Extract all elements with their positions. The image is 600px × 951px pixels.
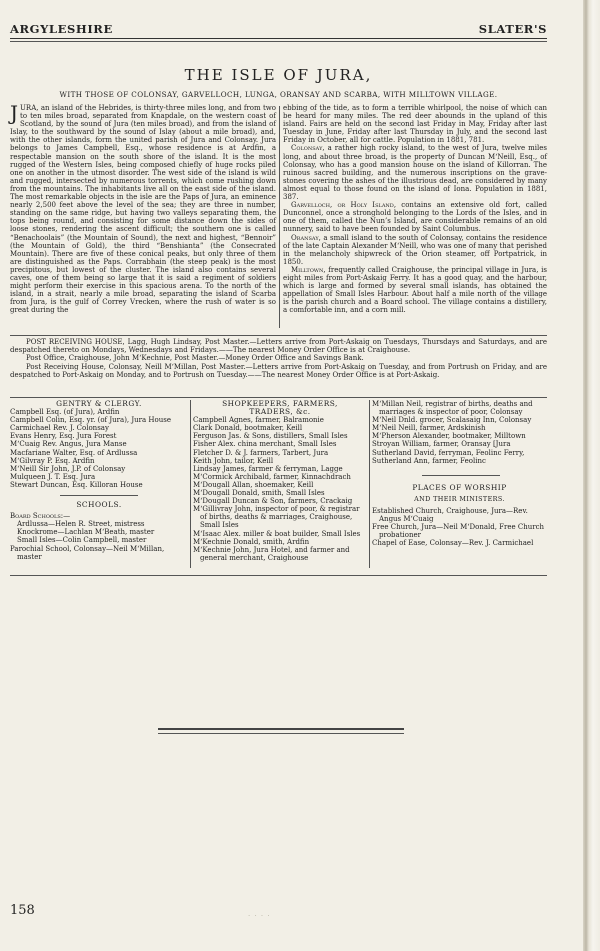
list-item: Chapel of Ease, Colonsay—Rev. J. Carmichael bbox=[372, 539, 534, 548]
list-item: Macfariane Walter, Esq. of Ardlussa bbox=[10, 448, 138, 457]
section-rule bbox=[10, 335, 547, 336]
residents-column bbox=[372, 400, 547, 547]
list-item: M‘Neill Sir John, J.P. of Colonsay bbox=[10, 464, 126, 473]
bleed-through-mark: · · · · bbox=[248, 912, 271, 920]
running-header bbox=[10, 22, 547, 36]
list-item: M‘Cuaig Rev. Angus, Jura Manse bbox=[10, 440, 127, 449]
list-item: Established Church, Craighouse, Jura—Rev. Angus M‘Cuaig bbox=[372, 506, 528, 524]
list-item: Ferguson Jas. & Sons, distillers, Small Isles bbox=[193, 432, 348, 441]
intro-paragraph: Garvelloch, or Holy Island, contains an extensive old fort, called Dunconnel, once a stronghold belonging to the Lords of the Isles, and in one of them, called the Nun’s Island, are considerable remains of an old nunnery, said to have been founded by Saint Columbus. bbox=[283, 201, 547, 234]
list-item: Stewart Duncan, Esq. Killoran House bbox=[10, 480, 143, 489]
list-item: Clark Donald, bootmaker, Keill bbox=[193, 424, 303, 433]
post-notice: POST RECEIVING HOUSE, Lagg, Hugh Lindsay, Post Master.—Letters arrive from Port-Askaig on Tuesdays, Thursdays and Saturdays, and are despatched thereto on Mondays, Wednesdays and Fridays.——The nearest Money Order Office is at Craighouse. bbox=[10, 338, 547, 355]
list-item: M‘Dougall Allan, shoemaker, Keill bbox=[193, 480, 314, 489]
list-item: Keith John, tailor, Keill bbox=[193, 456, 274, 465]
list-column-divider bbox=[369, 400, 370, 568]
worship-heading: PLACES OF WORSHIP bbox=[412, 482, 507, 492]
post-notice: Post Office, Craighouse, John M‘Kechnie, Post Master.—Money Order Office and Savings Bank. bbox=[26, 354, 364, 363]
list-item: M‘Gilvray P. Esq. Ardfin bbox=[10, 456, 95, 465]
list-item: M‘Dougall Duncan & Son, farmers, Crackaig bbox=[193, 497, 353, 506]
intro-paragraph: Colonsay, a rather high rocky island, to the west of Jura, twelve miles long, and about three broad, is the property of Duncan M‘Neill, Esq., of Colonsay, who has a good mansion house on the island of Killorran. The ruinous sacred building, and the numerous inscriptions on the grave-stones covering the ashes of the illustrious dead, are considered by many almost equal to those found on the island of Iona. Population in 1881, 387. bbox=[283, 144, 547, 202]
intro-paragraph: ebbing of the tide, as to form a terrible whirlpool, the noise of which can be heard for many miles. The red deer abounds in the upland of this island. Fairs are held on the second last Friday in May, Friday after last Tuesday in June, Friday after last Thursday in July, and the second last Friday in October, all for cattle. Population in 1881, 781. bbox=[283, 104, 547, 145]
end-rule-top bbox=[158, 728, 404, 730]
end-rule-bottom bbox=[158, 733, 404, 734]
list-item: Knockrome—Lachlan M‘Beath, master bbox=[17, 528, 155, 537]
list-item: Parochial School, Colonsay—Neil M‘Millan, master bbox=[10, 544, 165, 561]
list-item: Free Church, Jura—Neil M‘Donald, Free Church probationer bbox=[372, 523, 545, 540]
list-item: M‘Cormick Archibald, farmer, Kinnachdrach bbox=[193, 472, 351, 481]
section-rule bbox=[10, 397, 547, 398]
drop-cap: J bbox=[10, 101, 19, 125]
list-item: Ardlussa—Helen R. Street, mistress bbox=[17, 520, 145, 529]
intro-paragraph: JURA, an island of the Hebrides, is thirty-three miles long, and from two to ten miles broad, separated from Knapdale, on the western coast of Scotland, by the sound of Jura (ten miles broad), and from the island of Islay, to the southward by the sound of Islay (about a mile broad), and, with the other islands, form the united parish of Jura and Colonsay. Jura belongs to James Campbell, Esq., whose residence is at Ardfin, a respectable mansion on the south shore of the island. It is the most rugged of the Western Isles, being composed chiefly of huge rocks piled one on another in the utmost disorder. The west side of the island is wild and rugged, intersected by numerous torrents, which come rushing down from the mountains. The inhabitants live all on the east side of the island. The most remarkable objects in the isle are the Paps of Jura, an eminence nearly 2,500 feet above the level of the sea; they are three in number, standing on the same ridge, but having two valleys separating them, the tops being round, and consisting for some distance down the sides of loose stones, rendering the ascent difficult; the southern one is called “Benachoolais” (the Mountain of Sound), the next and highest, “Bennoir” (the Mountain of Gold), the third “Benshianta” (the Consecrated Mountain). There are five of these conical peaks, but only three of them are distinguished as the Paps. Corrabhain (the steep peak) is the most precipitous, but lowest of the cluster. The island also contains several caves, one of them being so large that it is said a regiment of soldiers might perform their exercise in this spacious arena. To the north of the island, in a strait, nearly a mile broad, separating the island of Scarba from Jura, is the gulf of Correy Vrecken, where the rush of water is so great during the bbox=[10, 101, 276, 315]
list-item: M‘Pherson Alexander, bootmaker, Milltown bbox=[372, 432, 526, 441]
post-notice: Post Receiving House, Colonsay, Neill M‘Millan, Post Master.—Letters arrive from Port-Askaig on Tuesday, and from Portrush on Friday, and are despatched to Port-Askaig on Monday, and to Portrush on Tuesday.——The nearest Money Order Office is at Port-Askaig. bbox=[10, 362, 547, 379]
list-item: Fisher Alex. china merchant, Small Isles bbox=[193, 440, 337, 449]
worship-subheading: AND THEIR MINISTERS. bbox=[414, 494, 505, 503]
intro-left-column bbox=[10, 101, 276, 330]
list-item: Campbell Esq. (of Jura), Ardfin bbox=[10, 408, 120, 417]
list-item: M‘Dougall Donald, smith, Small Isles bbox=[193, 489, 325, 498]
list-item: Stroyan William, farmer, Oransay [Jura bbox=[372, 440, 511, 449]
page-title: THE ISLE OF JURA, bbox=[184, 66, 373, 84]
list-item: Mulqueen J. T. Esq. Jura bbox=[10, 472, 96, 481]
header-publisher: SLATER'S bbox=[478, 22, 547, 36]
list-item: Fletcher D. & J. farmers, Tarbert, Jura bbox=[193, 448, 329, 457]
page-subtitle: WITH THOSE OF COLONSAY, GARVELLOCH, LUNGA, ORANSAY AND SCARBA, WITH MILLTOWN VILLAGE. bbox=[59, 90, 498, 99]
list-item: Lindsay James, farmer & ferryman, Lagge bbox=[193, 464, 343, 473]
header-rule-bottom bbox=[10, 41, 547, 42]
list-item: M‘Neil Neill, farmer, Ardskinish bbox=[372, 424, 486, 433]
list-item: Small Isles—Colin Campbell, master bbox=[17, 536, 147, 545]
list-item: Sutherland David, ferryman, Feolinc Ferry, bbox=[372, 448, 525, 457]
list-item: Evans Henry, Esq. Jura Forest bbox=[10, 432, 117, 441]
list-item: Carmichael Rev. J. Colonsay bbox=[10, 424, 109, 433]
intro-right-column bbox=[283, 104, 547, 330]
shopkeepers-heading: SHOPKEEPERS, FARMERS, TRADERS, &c. bbox=[222, 399, 338, 417]
section-rule bbox=[10, 575, 547, 576]
list-item: M‘Neil Dnld. grocer, Scalasaig Inn, Colonsay bbox=[372, 416, 532, 425]
list-item: M‘Millan Neil, registrar of births, deaths and marriages & inspector of poor, Colonsay bbox=[372, 400, 533, 417]
gentry-heading: GENTRY & CLERGY. bbox=[56, 399, 142, 408]
list-item: M‘Kechnie Donald, smith, Ardfin bbox=[193, 537, 310, 546]
list-item: Campbell Agnes, farmer, Balramonie bbox=[193, 416, 324, 425]
gentry-column bbox=[10, 400, 188, 561]
post-office-notices bbox=[10, 338, 547, 379]
list-item: M‘Kechnie John, Jura Hotel, and farmer and general merchant, Craighouse bbox=[193, 545, 350, 562]
header-county: ARGYLESHIRE bbox=[10, 22, 113, 36]
list-item: Board Schools:— bbox=[10, 512, 71, 521]
list-item: Campbell Colin, Esq. yr. (of Jura), Jura House bbox=[10, 416, 171, 425]
page-number: 158 bbox=[10, 903, 35, 918]
intro-paragraph: Oransay, a small island to the south of Colonsay, contains the residence of the late Captain Alexander M‘Neill, who was one of many that perished in the melancholy shipwreck of the Orion steamer, off Portpatrick, in 1850. bbox=[283, 233, 547, 266]
shopkeepers-column bbox=[193, 400, 367, 562]
section-rule-short bbox=[422, 475, 500, 476]
schools-heading: SCHOOLS. bbox=[76, 500, 122, 510]
list-item: M‘Gillivray John, inspector of poor, & registrar of births, deaths & marriages, Craighouse, Small Isles bbox=[193, 505, 360, 530]
header-rule-top bbox=[10, 38, 547, 39]
list-item: Sutherland Ann, farmer, Feolinc bbox=[372, 456, 486, 465]
list-item: M‘Isaac Alex. miller & boat builder, Small Isles bbox=[193, 529, 361, 538]
intro-column-divider bbox=[279, 106, 280, 328]
book-gutter-edge bbox=[583, 0, 600, 951]
list-column-divider bbox=[190, 400, 191, 568]
intro-paragraph: Milltown, frequently called Craighouse, the principal village in Jura, is eight miles from Port-Askaig Ferry. It has a good quay, and the harbour, which is large and formed by several small islands, has obtained the appellation of Small Isles Harbour. About half a mile north of the village is the parish church and a Board school. The village contains a distillery, a comfortable inn, and a corn mill. bbox=[283, 265, 547, 315]
section-rule-short bbox=[60, 495, 138, 496]
